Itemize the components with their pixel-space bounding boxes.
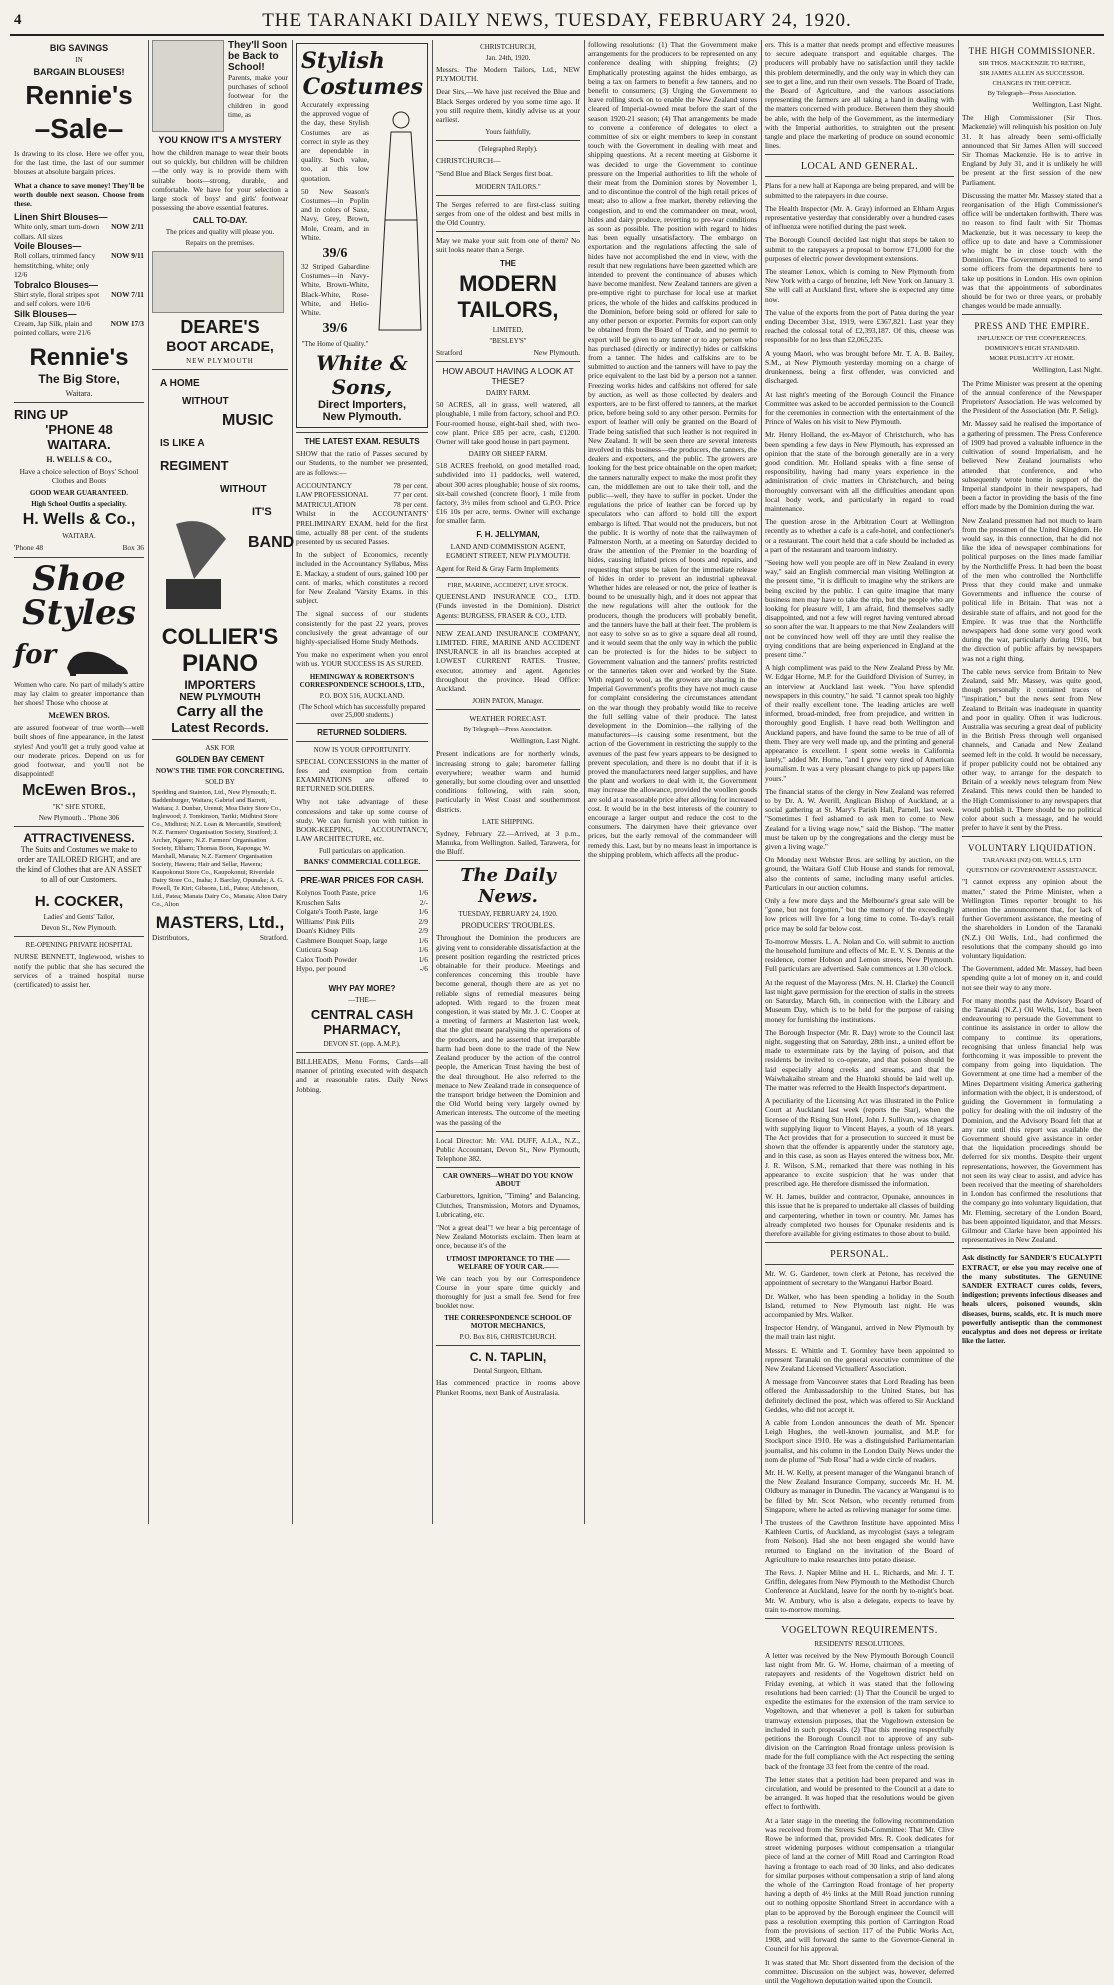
editorial-flag: The Daily News.	[460, 865, 556, 908]
tailors-yours: Yours faithfully,	[485, 128, 531, 137]
hc-sub2: SIR JAMES ALLEN AS SUCCESSOR.	[979, 70, 1085, 77]
local-item: The Health Inspector (Mr. A. Gray) informed an Eltham Argus representative yesterday that considerably over a hundred cases of influenza were notified during the past week.	[765, 203, 954, 232]
local-item: A high compliment was paid to the New Zealand Press by Mr. W. Edgar Horne, M.P. for the Guildford Division of Surrey, in an interview at Auckland last week. "You have splendid newspapers in this country," he said. "I cannot speak too highly of their really excellent tone. The leading articles are well informed, broad-minded, free from prejudice, and written in thoroughly good English. I have read both Wellington and Auckland papers, and have found the same to be true of all of them. They are very well made up, and the printing and general appearance is excellent. I spent some weeks in California lately," added Mr. Horne, "and I grew very tired of American journalism. It was a very pleasant change to pick up papers like yours."	[765, 663, 954, 783]
vogeltown-head: VOGELTOWN REQUIREMENTS.	[781, 1625, 938, 1637]
wells-phone-label: 'Phone 48	[14, 543, 44, 553]
rennies-save: What a chance to save money! They'll be worth double next season. Choose from these.	[14, 180, 144, 209]
local-item: The question arose in the Arbitration Court at Wellington recently as to whether a cafe is a cafe-hotel, and confectioner's or a restaurant. The court held that a cafe should be included as a part of the restaurant and tearoom industry.	[765, 517, 954, 554]
chemist-why: WHY PAY MORE?	[328, 983, 396, 993]
tailors-reply-sign: MODERN TAILORS."	[475, 182, 541, 191]
costumes-town: New Plymouth.	[322, 411, 402, 424]
farms-dairy2: DAIRY OR SHEEP FARM.	[468, 450, 548, 459]
local-item: Plans for a new hall at Kaponga are being prepared, and will be submitted to the ratepayers in due course.	[765, 181, 954, 200]
cement-product: GOLDEN BAY CEMENT	[175, 755, 265, 765]
tailors-may: May we make your suit from one of them? No suit looks neater than a Serge.	[436, 236, 580, 255]
collier-latest: Latest Records.	[171, 720, 269, 736]
hemingway-pct: 77 per cent.	[393, 490, 428, 500]
tailors-stratford: Stratford	[436, 347, 463, 357]
cocker-name: H. COCKER,	[34, 893, 124, 911]
chemist-item-name: Kruschen Salts	[296, 897, 341, 907]
costumes-stylish: Stylish	[301, 48, 385, 74]
mcewen-for: for	[14, 639, 57, 670]
hemingway-pct: 78 per cent.	[393, 480, 428, 490]
personal-item: The trustees of the Cawthron Institute have appointed Miss Kathleen Curtis, of Auckland, as mycologist (says a telegram from Nelson). Had she not been engaged she would have returned to England on the invitation of the Board of Agriculture to make researches into potato disease.	[765, 1518, 954, 1564]
pe-sub3: MORE PUBLICITY AT HOME.	[989, 355, 1075, 363]
local-item: The Borough Council decided last night that steps be taken to submit to the ratepayers a proposal to borrow £71,000 for the purposes of electric power development extensions.	[765, 235, 954, 263]
mcewen-shoe: Shoe	[32, 558, 126, 599]
pe-p5: New Zealand pressmen had not much to learn from the pressmen of the United Kingdom. He would say, in this connection, that he did not like the idea of newspaper combinations for political purposes on the lines made familiar by the Northcliffe Press. It had been the boast of the men who controlled the Northcliffe Press that they could make and unmake Governments and influence the course of political life in Britain. That was not a desirable state of affairs, and not good for the Empire. It was true that the Northcliffe newspapers had done some very good work during the war, particularly during 1916, but the direction of public affairs by newspapers was not a right thing.	[962, 515, 1102, 663]
vogeltown-item: A letter was received by the New Plymouth Borough Council last night from Mr. G. W. Horne, chairman of a meeting of ratepayers and residents of the Vogeltown district held on Friday evening, at which it was stated that the following resolutions had been carried: (1) That the Council be urged to expedite the estimates for the extension of the tram service to Vogeltown, and that whenever a poll is taken for suburban tramway extension purposes, that the Vogeltown extension be included in such proposals. (2) That this meeting respectfully petitions the Borough Council not to approve of any sub-division on the Carrington Road frontage unless provision is made for the full compliance with the Act respecting the setting back of the frontage 33 feet from the centre of the road.	[765, 1651, 954, 1771]
hospital-copy: NURSE BENNETT, Inglewood, wishes to notify the public that she has secured the services of a trained hospital nurse (certificated) to assist her.	[14, 952, 144, 990]
personal-item: Messrs. E. Whittle and T. Gormley have been appointed to represent Taranaki on the general executive committee of the New Zealand Licensed Victuallers' Association.	[765, 1345, 954, 1373]
mcewen-firm: McEWEN BROS.	[48, 711, 110, 721]
wells-ad	[14, 407, 144, 553]
vl-head: VOLUNTARY LIQUIDATION.	[968, 843, 1096, 854]
rennies-kicker-blouses: BARGAIN BLOUSES!	[33, 67, 125, 77]
personal-item: Mr. H. W. Kelly, at present manager of the Wanganui branch of the New Zealand Insurance Company, succeeds Mr. H. M. Oldbury as manager in Dunedin. The vacancy at Wanganui is to be filled by Mr. Scot Nelson, who recently returned from Singapore, where he acted as relieving manager for some time.	[765, 1468, 954, 1514]
wells-name: H. Wells & Co.,	[22, 511, 136, 529]
hemingway-ad	[296, 437, 428, 866]
music-line: BAND	[248, 534, 295, 552]
local-item: "Seeing how well you people are off in New Zealand in every way," said an English commercial man visiting Wellington at the present time, "it is difficult to imagine why the strikers are being excited by the public. I can quite imagine that many business men may have to take the trip, but the people who are looking for pleasure will, I am afraid, find themselves sadly disappointed, and not a few will regret having ventured abroad so soon after the war. It appears to me that New Zealanders will not be convinced how well off they are until they realise the trying conditions that are being experienced in England at the present time."	[765, 557, 954, 659]
local-item: To-morrow Messrs. L. A. Nolan and Co. will submit to auction the household furniture and effects of Mr. E. V. S. Dennis at the residence, corner Hobson and Lemon streets, New Plymouth. Full particulars are advertised. Sale commences at 1.30 o'clock.	[765, 936, 954, 974]
chemist-item-name: Colgate's Tooth Paste, large	[296, 907, 378, 917]
rennies-item-price: NOW 2/11	[111, 222, 144, 232]
rennies-item-name: Voile Blouses—	[14, 241, 82, 252]
motor-copy2: "Not a great deal"! we hear a big percentage of New Zealand Motorists exclaim. Then learn at once, because it's of the	[436, 1222, 580, 1251]
mcewen-copy2: are assured footwear of true worth—well built shoes of fine appearance, in the latest styles! And you'll get a truly good value at our moderate prices. Depend on us for good footwear, and you'll not be disappointed!	[14, 723, 144, 779]
insurance-head: FIRE, MARINE, ACCIDENT, LIVE STOCK.	[447, 582, 569, 590]
music-line: REGIMENT	[160, 458, 229, 474]
weather-ship: LATE SHIPPING.	[481, 817, 535, 826]
taplin-name: C. N. TAPLIN,	[469, 1350, 547, 1365]
deare-copy2: how the children manage to wear their boots out so quickly, but children will be children—the only way is to provide them with suitable boots—strong, durable, and comfortable. We have for your selection a large stock of boys' and girls' footwear possessing the above essential features.	[152, 148, 288, 213]
rennies-item	[14, 241, 144, 280]
chemist-item-name: Kolynos Tooth Paste, price	[296, 888, 376, 898]
hemingway-firm: HEMINGWAY & ROBERTSON'S CORRESPONDENCE SCHOOLS, LTD.,	[299, 672, 425, 689]
hemingway-copy3: In the subject of Economics, recently included in the Accountancy Syllabus, Miss E. Mackay, a student of ours, gained 100 per cent. of marks, which constitutes a record for New Zealand 'Varsity Exams. in this subject.	[296, 550, 428, 606]
billheads-ad: BILLHEADS, Menu Forms, Cards—all manner of printing executed with despatch and at reasonable rates. Daily News Jobbing.	[296, 1056, 428, 1094]
rennies-kicker-in: IN	[75, 56, 83, 64]
vl-p7: "I cannot express any opinion about the matter," stated the Prime Minister, when a Wellington Times reporter brought to his attention the announcement that, for lack of further Government assistance, the meeting of the shareholders in London of the Taranaki (N.Z.) Oil Wells, Ltd., had confirmed the resolutions that the company should go into voluntary liquidation.	[962, 877, 1102, 961]
weather-copy: Present indications are for northerly winds, increasing strong to gale; barometer falling everywhere; weather warm and humid generally, but some clouding over and unsettled conditions following, with rain soon, particularly in West Coast and southernmost districts.	[436, 749, 580, 814]
deare-name: DEARE'S	[180, 317, 260, 338]
chemist-the: —THE—	[348, 995, 376, 1004]
costumes-home: "The Home of Quality."	[301, 340, 369, 349]
rennies-item-desc: Shirt style, floral stripes spot and self colors. were 10/6	[14, 289, 100, 309]
costumes-copy2: 50 New Season's Costumes—in Poplin and in colors of Saxe, Navy, Grey, Brown, Mole, Cream, and in White.	[301, 186, 369, 242]
column-rule	[584, 40, 585, 1524]
cement-ask: ASK FOR	[205, 744, 235, 753]
gramophone-icon	[156, 514, 236, 614]
column-6	[765, 40, 954, 1985]
motor-head: CAR OWNERS—WHAT DO YOU KNOW ABOUT	[442, 1172, 574, 1189]
tailors-reply-head: (Telegraphed Reply).	[478, 145, 538, 154]
chemist-name: CENTRAL CASH PHARMACY,	[310, 1006, 414, 1037]
chemist-item-name: Williams' Pink Pills	[296, 916, 355, 926]
hemingway-why: Why not take advantage of these concessions and take up some course of study. We can furnish you with tuition in BOOK-KEEPING, ACCOUNTANCY, LAW ARCHITECTURE, etc.	[296, 797, 428, 844]
insurance-ad	[436, 582, 580, 705]
hemingway-copy5: You make no experiment when you enrol with us. YOUR SUCCESS IS AS SURED.	[296, 650, 428, 669]
hemingway-subject: ACCOUNTANCY	[296, 480, 353, 490]
local-item: The steamer Lenox, which is coming to New Plymouth from New York with a cargo of benzine, left New York on January 3. She will call at Auckland first, where she is expected any time now.	[765, 267, 954, 304]
personal-item: Inspector Hendry, of Wanganui, arrived in New Plymouth by the mail train last night.	[765, 1323, 954, 1342]
column-4	[436, 40, 580, 1524]
editorial	[436, 865, 580, 1126]
farms-agent: F. H. JELLYMAN,	[476, 529, 540, 539]
costumes-ad	[296, 43, 428, 428]
rennies-item	[14, 309, 144, 338]
wells-firm: H. WELLS & CO.,	[46, 454, 112, 464]
costumes-copy3: 32 Striped Gabardine Costumes—in Navy-White, Brown-White, Black-White, Rose-White, and Helio-White.	[301, 262, 369, 318]
vl-p8: The Government, added Mr. Massey, had been spending quite a lot of money on it, and could not see their way to any more.	[962, 964, 1102, 992]
modern-tailors-ad	[436, 43, 580, 357]
costumes-price1: 39/6	[322, 246, 348, 262]
local-item: A young Maori, who was brought before Mr. T. A. B. Bailey, S.M., at New Plymouth yesterday morning on a charge of drunkenness, being a first offender, was convicted and discharged.	[765, 348, 954, 386]
column-rule	[761, 40, 762, 1524]
column-rule	[958, 40, 959, 1524]
col7-item: The Borough Inspector (Mr. R. Day) wrote to the Council last night, suggesting that on Saturday, 28th inst., a united effort be made to exterminate rats by the laying of poison, and that residents be invited to co-operate, and that poison should be laid especially along creeks and streams, and that the Waiwhakaiho stream and the Huatoki should be laid well up. The matter was referred to the Health Inspector's department.	[765, 1027, 954, 1092]
rennies-intro: Is drawing to its close. Here we offer you, for the last time, the last of our summer blouses at absolute bargain prices.	[14, 149, 144, 177]
lady-figure-icon	[373, 100, 423, 340]
sanders-ad: Ask distinctly for SANDER'S EUCALYPTI EXTRACT, or else you may receive one of the many substitutes. The GENUINE SANDER EXTRACT cures colds, fevers, indigestion; prevents infectious diseases and heals ulcers, poisoned wounds, skin diseases, burns, scalds, etc. It is much more powerfully antiseptic than the commonest eucalyptus and does not depress or irritate like the latter.	[962, 1253, 1102, 1346]
masthead	[10, 8, 1104, 36]
cocker-copy: The Suits and Costumes we make to order are TAILORED RIGHT, and are the kind of Clothes that are AN ASSET to all of our Customers.	[16, 845, 142, 885]
hc-p2: Discussing the matter Mr. Massey stated that a reorganisation of the High Commissioner's office will be undertaken forthwith. There was no reason to find fault with Sir Thomas Mackenzie, but it was necessary to keep the office up to date and have a Commissioner who might be in close touch with the Dominion. The Government expected to send some officers from the departments here to take up positions in London. His own opinion was that the appointments of subordinates should be for two or three years, or probably changes would be made annually.	[962, 190, 1102, 311]
tailors-to: Messrs. The Modern Tailors, Ltd., NEW PLYMOUTH.	[436, 65, 580, 84]
pe-sub1: INFLUENCE OF THE CONFERENCES.	[977, 335, 1087, 343]
rennies-name: Rennie's	[25, 80, 133, 110]
hemingway-addr: P.O. BOX 516, AUCKLAND.	[319, 691, 405, 700]
wells-guarantee: GOOD WEAR GUARANTEED.	[29, 489, 129, 498]
weather-ship-copy: Sydney, February 22.—Arrived, at 3 p.m., Manuka, from Wellington. Sailed, Tarawera, for the Bluff.	[436, 828, 580, 857]
deare-slogan: They'll Soon be Back to School!	[228, 40, 288, 73]
wells-box: Box 36	[122, 543, 144, 553]
motor-copy1: Carburettors, Ignition, "Timing" and Balancing, Clutches, Transmission, Motors and Dynamos, Lubricating, etc.	[436, 1191, 580, 1219]
music-line: WITHOUT	[182, 396, 229, 408]
taplin-ad	[436, 1350, 580, 1396]
editorial-p3: ers. This is a matter that needs prompt and effective measures to secure adequate transport and equitable charges. The producers will probably have no satisfaction until they tackle this problem determinedly, and the only way in which they can see to get a line, and run their own vessels. The Board of Trade, the Board of Agriculture, and the various associations representing the farmers are all taking a hand in dealing with the matters concerned with produce. Between them they should be able, with the help of the Government, as the intermediary with the Imperial authorities, to straighten out the present tangle and place the marketing of produce on sound economic lines.	[765, 40, 954, 151]
deare-call: CALL TO-DAY.	[192, 216, 248, 226]
motor-utmost: UTMOST IMPORTANCE TO THE —— WELFARE OF YOUR CAR.——	[446, 1254, 570, 1271]
column-3	[296, 40, 428, 1524]
chemist-head: PRE-WAR PRICES FOR CASH.	[300, 875, 424, 886]
personal-item: A cable from London announces the death of Mr. Spencer Leigh Hughes, the well-known journalist, and M.P. for Stockport since 1910. He was a distinguished Parliamentarian journalist, and his column in the London Daily News under the nom de plume of "Sub Rosa" had a wide circle of readers.	[765, 1418, 954, 1464]
farms-agent-line: Agent for Reid & Gray Farm Implements	[436, 563, 559, 573]
personal-item: Dr. Walker, who has been spending a holiday in the South Island, returned to New Plymouth last night. He was accompanied by Mrs. Walker.	[765, 1291, 954, 1319]
local-item: On Monday next Webster Bros. are selling by auction, on the ground, the Waitara Golf Club House and stands for removal, also the contents of same, including many useful articles. Particulars in our auction columns.	[765, 855, 954, 892]
column-1	[14, 40, 144, 1524]
chemist-addr: DEVON ST. (opp. A.M.P.).	[323, 1039, 401, 1048]
page-number: 4	[14, 12, 22, 28]
cement-firm: MASTERS, Ltd.,	[155, 913, 285, 933]
chemist-item-name: Cuticura Soap	[296, 945, 339, 955]
collier-importers: IMPORTERS	[184, 678, 256, 693]
weather-head: WEATHER FORECAST.	[469, 714, 547, 724]
personal-item: The Revs. J. Napier Milne and H. L. Richards, and Mr. J. T. Griffin, delegates from New Plymouth to the Methodist Church Conference at Auckland, leave for the north by to-night's boat. Mr. W. Ambury, who is also a delegate, expects to leave by train to-morrow morning.	[765, 1568, 954, 1614]
costumes-firm2: Direct Importers,	[317, 399, 407, 412]
motor-firm: THE CORRESPONDENCE SCHOOL OF MOTOR MECHANICS,	[444, 1314, 572, 1331]
pe-sub2: DOMINION'S HIGH STANDARD.	[984, 345, 1080, 353]
local-general-column	[765, 181, 954, 973]
pe-p3: The Prime Minister was present at the opening of the annual conference of the Newspaper Proprietors' Association. He was welcomed by the President of the Association (Mr. P. Selig).	[962, 378, 1102, 416]
col7-item: A peculiarity of the Licensing Act was illustrated in the Police Court at Auckland last week (reports the Star), when the licensee of the Rising Sun Hotel, John J. Sullivan, was charged with supplying liquor to Vincent Hayes, a youth of 18 years. The Act provides that for a prosecution to succeed it must be shown that the offender is apparently under the statutory age, and in this case, as soon as Hayes entered the witness box, Mr. J. R. Wilson, S.M., remarked that there was nothing in his appearance to excite suspicion that he was under that prescribed age. He therefore dismissed the information.	[765, 1096, 954, 1188]
tailors-besley: "BESLEY'S"	[489, 336, 527, 345]
weather-report	[436, 714, 580, 856]
collier-piano: PIANO	[181, 650, 258, 678]
personal-head: PERSONAL.	[830, 1249, 889, 1261]
pe-loc: Wellington, Last Night.	[1032, 365, 1102, 375]
chemist-item-name: Cashmere Bouquet Soap, large	[296, 935, 388, 945]
insurance-copy2: NEW ZEALAND INSURANCE COMPANY, LIMITED. FIRE, MARINE AND ACCIDENT INSURANCE in all its branches accepted at LOWEST CURRENT RATES. Trustee, executor, attorney and agent. Agencies throughout the province. Head Office: Auckland.	[436, 628, 580, 694]
taplin-copy: Has commenced practice in rooms above Plunket Rooms, next Bank of Australasia.	[436, 1378, 580, 1397]
cement-agents: Spedding and Stainton, Ltd., New Plymouth; E. Baddenburger, Waitara; Gabriel and Barrett, Waitara; J. Dunbar, Urenui; Moa Dairy Store Co., Inglewood; J. Tomkinson, Tariki; Midhirst Store Co., Midhirst; N.Z. Loan & Mercantile, Stratford; N.Z. Farmers' Organisation Society, Stratford; J. Archer, Ngaere; N.Z. Farmers' Organisation Society, Eltham; Thomas Boon, Kaponga; W. Marshall, Manaia; N.Z. Farmers' Organisation Society, Hawera; Hair and Sellar, Hawera; Kaupokonui Store Co., Kaupokonui; Riverdale Dairy Store Co., Inaha; J. Barclay, Opunake; A. G. Powell, Te Kiri; Gibsons, Ltd., Patea; Aitcheson, Ltd., Patea; Manaia Dairy Co., Manaia; Alton Dairy Co., Alton	[152, 789, 288, 909]
taplin-sub: Dental Surgeon, Eltham.	[473, 1367, 543, 1376]
farms-agent-sub: LAND AND COMMISSION AGENT, EGMONT STREET, NEW PLYMOUTH.	[445, 541, 571, 560]
cement-sold: SOLD BY	[205, 778, 235, 787]
local-item: The value of the exports from the port of Patea during the year ending December 31st, 1919, were £367,821. Last year they reached the colossal total of £2,393,187. Of this, cheese was responsible for no less than £2,065,235.	[765, 307, 954, 345]
wells-outfits: High School Outfits a speciality.	[31, 500, 127, 509]
insurance-copy1: QUEENSLAND INSURANCE CO., LTD. (Funds invested in the Dominion). District Agents: BURGESS, FRASER & CO., LTD.	[436, 592, 580, 620]
cocker-ad	[14, 831, 144, 932]
pe-p4: Mr. Massey said he realised the importance of a gathering of pressmen. The Press Conference of 1909 had proved a valuable influence in the cultivation of sound Imperialism, and he believed New Zealand journalists who attended that conference, and who subsequently wrote home in support of the Imperial standpoint in their newspapers, had been a factor in providing the basis of the fine effort made by the Dominion during the war.	[962, 419, 1102, 512]
farms-copy2: 518 ACRES freehold, on good metalled road, subdivided into 11 paddocks, well watered, about 300 acres ploughable; house of six rooms, six-bail cowshed (concrete floor), 1 mile from factory, 3½ miles from school and G.P.O. Price £16 10s per acre, terms. Owner will exchange for smaller farm.	[436, 461, 580, 526]
column-5	[588, 40, 757, 1524]
cement-ad	[152, 744, 288, 943]
vl-sub2: QUESTION OF GOVERNMENT ASSISTANCE.	[966, 867, 1098, 875]
costumes-firm: White & Sons,	[316, 351, 408, 400]
deare-town: NEW PLYMOUTH	[186, 357, 254, 366]
hemingway-full: Full particulars on application.	[319, 847, 405, 856]
rennies-item-price: NOW 7/11	[111, 289, 144, 299]
costumes-price2: 39/6	[322, 321, 348, 337]
mcewen-addr: New Plymouth .. 'Phone 306	[38, 814, 120, 823]
hemingway-note: (The School which has successfully prepared over 25,000 students.)	[298, 702, 426, 719]
cocker-sub: Ladies' and Gents' Tailor,	[43, 913, 115, 922]
rennies-store-sub: The Big Store,	[38, 371, 120, 386]
mcewen-ad	[14, 558, 144, 823]
editorial-head: PRODUCERS' TROUBLES.	[461, 921, 555, 931]
deare-name2: BOOT ARCADE,	[166, 338, 274, 355]
hemingway-returned-soldiers: RETURNED SOLDIERS.	[317, 727, 407, 737]
wells-copy: Have a choice selection of Boys' School Clothes and Boots	[19, 466, 139, 485]
newspaper-title: THE TARANAKI DAILY NEWS, TUESDAY, FEBRUARY 24, 1920.	[262, 10, 852, 31]
wells-ring: RING UP	[14, 406, 69, 422]
rennies-town: Waitara.	[65, 388, 93, 398]
hemingway-subject: MATRICULATION	[296, 499, 356, 509]
editorial-p1: Throughout the Dominion the producers are giving vent to considerable dissatisfaction at the present position regarding the restricted prices obtainable for their produce. Meetings and conferences concerning this trouble have become general, though there are as yet no reliable signs of remedial measures being adopted. With regard to the frozen meat congestion, it was stated by Mr. J. C. Cooper at a meeting of farmers at Masterton last week, that the glut meant paralysing the operations of the producers, and he asserted that irreparable harm had been done to the trade of the New Zealand producer by the action of the control people, the American Trust having the best of the deal throughout. He also referred to the menace to New Zealand trade in consequence of the transport bridge between the Dominion and the Old World being very largely owned by American interests. The outcome of the meeting was the passing of the	[436, 933, 580, 1127]
vogeltown-sub: RESIDENTS' RESOLUTIONS.	[814, 1640, 905, 1649]
column-rule	[432, 40, 433, 1524]
tailors-limited: LIMITED,	[492, 325, 524, 334]
hemingway-copy1: SHOW that the ratio of Passes secured by our Students, to the number we presented, are as follows:—	[296, 449, 428, 477]
music-line: A HOME	[160, 378, 200, 390]
weather-by: By Telegraph—Press Association.	[463, 726, 553, 734]
farms-head: HOW ABOUT HAVING A LOOK AT THESE?	[442, 366, 574, 387]
hemingway-subject: LAW PROFESSIONAL	[296, 490, 369, 500]
cement-tagline: NOW'S THE TIME FOR CONCRETING.	[155, 767, 285, 776]
deare-mystery: YOU KNOW IT'S A MYSTERY	[158, 135, 282, 145]
vogeltown-item: At a later stage in the meeting the following recommendation was received from the Streets Sub-Committee: That Mr. Clive Rowe be informed that, provided Mrs. R. Cook dedicates for street widening purposes without compensation a triangular piece of land at the corner of Mill Road and Carrington Road having a frontage to each road of 30 links, and also dedicates for similar purposes without compensation a strip of land along the whole of the Carrington Road frontage of her property having a depth of 4½ links at the Mill Road junction running out to nothing opposite Shortland Street in accordance with a plan to be approved by the Borough engineer the Council will pass a resolution exempting this portion of Carrington Road from the provisions of section 117 of the Public Works Act, 1908, and will forward the same to the Governor-General in Council for his approval.	[765, 1815, 954, 1954]
costumes-costumes: Costumes	[302, 74, 423, 100]
tailors-city: CHRISTCHURCH,	[480, 43, 536, 51]
rennies-store-name: Rennie's	[29, 343, 129, 371]
rennies-kicker: BIG SAVINGS	[49, 43, 109, 53]
rennies-item-name: Tobralco Blouses—	[14, 279, 98, 290]
chemist-item-name: Calox Tooth Powder	[296, 954, 357, 964]
rennies-sale-word: –Sale–	[34, 113, 124, 144]
collier-town: NEW PLYMOUTH	[179, 692, 261, 704]
hospital-ad	[14, 941, 144, 989]
wells-phone: 'PHONE 48	[45, 421, 113, 437]
chemist-item-price: -/6	[419, 964, 428, 974]
vogeltown-item: The letter states that a petition had been prepared and was in circulation, and would be presented to the Council at a date to be arranged. It was hoped that the resolutions would be given effect to forthwith.	[765, 1774, 954, 1812]
chemist-item-price: 2/-	[419, 897, 428, 907]
hemingway-copy2: Whilst in the ACCOUNTANTS' PRELIMINARY EXAM. held for the first time, actually 88 per cent. of the students presented by us secured Passes.	[296, 509, 428, 546]
motor-addr: P.O. Box 816, CHRISTCHURCH.	[459, 1333, 557, 1342]
local-item: Mr. Henry Holland, the ex-Mayor of Christchurch, who has been spending a few days in New Plymouth, has expressed an opinion that the state of the borough generally are in a very good condition. Mr. Holland speaks with a fine sense of responsibility, having had many years experience in the administration of civic matters in Christchurch, and being thoroughly conversant with all the difficulties attendant upon local body work, and particularly in regard to road maintenance.	[765, 430, 954, 513]
collier-carry: Carry all the	[176, 703, 264, 721]
schoolboy-illustration-icon	[152, 40, 224, 132]
chemist-item-price: 1/6	[418, 945, 428, 955]
mcewen-sign: "K" SH'E STORE,	[52, 803, 106, 812]
music-line: MUSIC	[222, 412, 274, 430]
local-item: At last night's meeting of the Borough Council the Finance Committee was asked to be accorded permission to the Council for the ceremonies in connection with the entertainment of the Prince of Wales on his visit to New Plymouth.	[765, 389, 954, 427]
tailors-tailors: TAILORS,	[457, 296, 559, 322]
editorial-p2: following resolutions: (1) That the Government make arrangements for the producers to be represented on any conference dealing with shipping freights; (2) Emphatically protesting against the hides embargo, as being a tax on farmers to benefit a few tanners, and no benefit to consumers; (3) Urging the Government to leave rolling stock on to enable the New Zealand stores cleared of Imperial-owned meat before the start of the season 1920-21 season; (4) That arrangements be made to convene a conference of delegates to elect a committee of six or eight members to keep in constant touch with the Government in dealing with meat and shipping questions. At a recent meeting at Gisborne it was decided to urge the Government to continue pressure on the Imperial authorities to lift the whole of their meat from the Dominion stores by November 1, and to discontinue the control of the high retail prices of meat; also to allow a free market, thereby relieving the congestion, and to end the commandeer on meat, wool, hides and dairy produce, reverting to pre-war conditions as soon as possible. The position with regard to hides has been equally unsatisfactory. The embargo on exportation and the regulations affecting the sale of hides have not accomplished the end in view, with the result that new regulations have been gazetted which are intended to prevent the continuance of abuses which have become manifest. New Zealand tanners are given a pre-emptive right to purchase for local use at market prices, the whole of the hides and calfskins produced in the Dominion, before being sold or offered for sale to any other person or exporter. Permits for export can only be obtained from the Board of Trade, and no permit to export will be given to any tanner or to any person who has purchased (directly or indirectly) hides or calfskins from a tanner. The hides and calfskins are to be submitted to auction and the tanners will have to pay the price equivalent to the last bid by a person not a tanner. Freezing works hides and calfskins not offered for sale by auction, as well as those collected by dealers and exporters, are to be first offered to tanners, at the market price, before being sold to any other person. Permits for export of leather will only be granted on the Board of Trade being satisfied that such leather is not required in New Zealand. It will be seen there are several interests involved in this business—the producers, the tanners, the dealers and exporters, and the public. The growers are looking for the best price obtainable on the open market; the tanners naturally expect to make the most profit they can, the middlemen are out to take their toll, and the public—well, they have to suffer in pocket. Under the regulations the price of leather can be forced up by speculators who can afford to hold till the export embargo is lifted. That would not the producers, but not the public. It is worthy of note that the railwaymen of Palmerston North, at a meeting on Saturday decided to draw the attention of the Premier to the boarding of hides, causing inflated prices of boots and repairs, and requesting that steps be taken for the immediate release of hides in order to prevent an industrial upheaval. Whether hides are released or not, the price of leather is bound to be unusually high, and it does not appear that the new regulations will alter the outlook for the producers, though the producers will probably benefit, and the tanners have the ball at their feet. The problem is not easy to solve so as to give a square deal all round, and it would seem that the only way in which the public can be protected is for the hides to be subject to Government valuation and the tanners' profits restricted or the tanneries taken over and worked by the State. With regard to wool, as the growers are sharing in the Imperial Government's profits they have not much cause for complaint considering the circumstances attendant on the war though they probably would like to receive the full selling value of their produce. The latest development in the Dominion—the rallying of the manufacturers—is causing some resentment, but the action of the Government in restricting the supply to the avenues of the past few years appears to be designed to prevent speculation, and there is no doubt that if it is proved the manufacturers need larger supplies, and have the plant and workers to deal with it, the Government may increase the allowance, provided the woollen goods are sold at a reasonable price after allowing for increased cost. It would be in the best interests of the country to encourage a larger output and reduce the cost to the consumers. The dairymen have their grievance over prices, but the early removal of the commandeer will remedy this. Last, but by no means least in importance is the shipping problem, which affects all the produc-	[588, 40, 757, 859]
cement-town: Stratford.	[259, 933, 288, 943]
rennies-item-desc: White only, smart turn-down collars. All sizes	[14, 222, 100, 241]
tailors-reply-city: CHRISTCHURCH—	[436, 156, 501, 166]
hemingway-head: THE LATEST EXAM. RESULTS	[304, 437, 420, 447]
hemingway-opportunity: NOW IS YOUR OPPORTUNITY.	[313, 745, 411, 754]
hc-sub1: SIR THOS. MACKENZIE TO RETIRE,	[978, 60, 1086, 67]
mcewen-copy: Women who care. No part of milady's attire may lay claim to greater importance than her shoes! Those who choose at	[14, 679, 144, 708]
tailors-np: New Plymouth.	[533, 347, 580, 357]
collier-ad	[152, 624, 288, 735]
shoe-illustration-icon	[62, 630, 132, 680]
pe-head: PRESS AND THE EMPIRE.	[974, 321, 1090, 332]
chemist-item-name: Doan's Kidney Pills	[296, 926, 355, 936]
chemist-ad	[296, 875, 428, 1048]
farms-ad	[436, 366, 580, 573]
tailors-modern: MODERN	[459, 270, 557, 296]
collier-name: COLLIER'S	[161, 624, 279, 650]
deare-ad	[152, 40, 288, 365]
cocker-head: ATTRACTIVENESS.	[23, 831, 135, 846]
chemist-item-price: 1/6	[418, 888, 428, 898]
rennies-item-price: NOW 17/3	[110, 318, 144, 328]
rennies-item-name: Silk Blouses—	[14, 308, 77, 319]
column-rule	[148, 40, 149, 1524]
rennies-item	[14, 280, 144, 309]
hemingway-pct: 78 per cent.	[393, 499, 428, 509]
tailors-reply: "Send Blue and Black Serges first boat.	[436, 169, 553, 179]
deare-copy1: Parents, make your purchases of school footwear for the children in good time, as	[228, 73, 288, 119]
music-line: WITHOUT	[220, 484, 267, 496]
hemingway-concessions: SPECIAL CONCESSIONS in the matter of fees and exemption from certain EXAMINATIONS are offered to RETURNED SOLDIERS.	[296, 756, 428, 794]
chemist-item-name: Hypo, per pound	[296, 964, 346, 974]
hemingway-banks: BANKS' COMMERCIAL COLLEGE.	[303, 858, 421, 867]
mcewen-name: McEwen Bros.,	[22, 782, 136, 800]
duff-copy: Local Director: Mr. VAL DUFF, A.I.A., N.Z., Public Accountant, Devon St., New Plymouth, Telephone 382.	[436, 1135, 580, 1164]
hemingway-copy4: The signal success of our students consistently for the past 22 years, proves conclusively the great advantage of our highly-specialised Home Study Methods.	[296, 609, 428, 647]
local-item: The financial status of the clergy in New Zealand was referred to by Dr. A. W. Averill, Anglican Bishop of Auckland, at a social gathering at St. Mary's Parish Hall, Parnell, last week. "Sometimes I feel ashamed to ask men to come to New Zealand for a living wage now," said the Bishop. "The matter must be taken up by the congregations and the clergy must be given a living wage."	[765, 786, 954, 852]
personal-item: Mr. W. G. Gardener, town clerk at Petone, has received the appointment of secretary to the Wanganui Harbor Board.	[765, 1269, 954, 1288]
local-general-head: LOCAL AND GENERAL.	[800, 161, 919, 173]
rennies-item-price: NOW 9/11	[111, 251, 144, 261]
costumes-copy1: Accurately expressing the approved vogue of the day, these Stylish Costumes are as correct in style as they are dependable in quality. Such value, too, at this low quotation.	[301, 100, 369, 183]
rennies-item	[14, 212, 144, 241]
farms-dairy: DAIRY FARM.	[485, 389, 531, 398]
tailors-letter: Dear Sirs,—We have just received the Blue and Black Serges ordered by you some time ago. If you still require them, kindly advise us at your earliest.	[436, 87, 580, 125]
chemist-item-price: 1/6	[418, 935, 428, 945]
cement-distrib: Distributors,	[152, 933, 190, 943]
column-rule	[292, 40, 293, 1524]
rennies-item-desc: Cream, Jap Silk, plain and pointed collars, were 21/6	[14, 318, 92, 338]
deare-repairs: Repairs on the premises.	[185, 239, 255, 248]
chemist-item-price: 2/9	[418, 926, 428, 936]
old-couple-illustration-icon	[152, 251, 284, 313]
hc-p1: The High Commissioner (Sir Thos. Mackenzie) will relinquish his position on July 31. It has already been semi-officially announced that Sir James Allen will succeed Sir Thomas Mackenzie. He is to arrive in England by July 31, and it is unlikely he will be present at the first session of the new Parliament.	[962, 113, 1102, 187]
editorial-date: TUESDAY, FEBRUARY 24, 1920.	[458, 910, 558, 919]
col7-item: W. H. James, builder and contractor, Opunake, announces in this issue that he is prepared to undertake all classes of building and carpentering, whether in town or country. Mr. James has already completed two houses for Opunake residents and is therefore available for giving estimates to those about to build.	[765, 1192, 954, 1238]
tailors-the: THE	[500, 258, 516, 268]
chemist-item-price: 2/9	[418, 916, 428, 926]
music-ad	[152, 374, 295, 624]
vl-sub: TARANAKI (NZ) OIL WELLS, LTD	[982, 857, 1082, 865]
cocker-addr: Devon St., New Plymouth.	[41, 924, 117, 933]
motor-ad	[436, 1172, 580, 1341]
hc-by: By Telegraph—Press Association.	[987, 90, 1077, 97]
local-item: Only a few more days and the Melbourne's great sale will be "gone, but not forgotten," but the memory of the exceedingly low prices will live for a long time to come. To-day's retail price may be sold far below cost.	[765, 896, 954, 933]
wells-town: WAITARA.	[47, 436, 111, 452]
vogeltown-item: It was stated that Mr. Short dissented from the decision of the committee. Discussion on the subject was, however, deferred until the Vogeltown deputation waited upon the Council.	[765, 1957, 954, 1985]
hc-head: THE HIGH COMMISSIONER.	[968, 46, 1096, 56]
motor-copy3: We can teach you by our Correspondence Course in your spare time quickly and thoroughly for just a small fee. Send for free booklet now.	[436, 1273, 580, 1311]
column-8	[962, 40, 1102, 1524]
rennies-sale-ad	[14, 43, 144, 398]
mcewen-styles: Styles	[22, 592, 136, 633]
duff-ad	[436, 1136, 580, 1164]
tailors-date: Jan. 24th, 1920.	[485, 54, 531, 62]
column-2	[152, 40, 295, 1524]
wells-town2: WAITARA.	[62, 532, 96, 541]
pe-p6: The cable news service from Britain to New Zealand, said Mr. Massey, was quite good, though personally it contained traces of "inspiration," but the news sent from New Zealand to Britain was inadequate in quantity and poor in quality. Often it was ludicrous. Australia was securing a great deal of publicity in the British Press through well organised channels, and Canada and New Zealand seemed left in the cold. It would be necessary, if proper publicity could not be obtained any other way, to arrange for the despatch to Britain of a weekly news telegram from New Zealand. This news could then be handed to the High Commissioner to any newspapers that would publish it. There should be no political color about such a message, and he would prefer to have it sent by the Press.	[962, 666, 1102, 833]
tailors-serges: The Serges referred to are first-class suiting serges from one of the oldest and best mills in the Old Country.	[436, 199, 580, 228]
music-line: IT'S	[252, 506, 272, 519]
deare-prices: The prices and quality will please you.	[165, 228, 275, 237]
weather-loc: Wellington, Last Night.	[510, 736, 580, 746]
rennies-item-name: Linen Shirt Blouses—	[14, 212, 108, 223]
hc-sub3: CHANGES IN THE OFFICE.	[992, 80, 1072, 87]
personal-item: A message from Vancouver states that Lord Reading has been offered the Ambassadorship to the United States, but has definitely declined the post, which was offered to Sir Auckland Geddes, who did not accept it.	[765, 1377, 954, 1414]
insurance-sign: JOHN PATON, Manager.	[472, 697, 544, 706]
hc-loc: Wellington, Last Night.	[1032, 100, 1102, 109]
chemist-item-price: 1/6	[418, 954, 428, 964]
col7-item: At the request of the Mayoress (Mrs. N. H. Clarke) the Council last night gave permission for the erection of stalls in the streets on Saturday, March 6th, in connection with the Library and Museum Day, which is to be held for the purpose of raising money for furnishing the institutions.	[765, 977, 954, 1024]
farms-copy1: 50 ACRES, all in grass, well watered, all ploughable, 1 mile from factory, school and P.O. Four-roomed house, eight-bail shed, with two-cow plant. Price £85 per acre, cash, £1200. Owner will take good house in part payment.	[436, 400, 580, 446]
music-line: IS LIKE A	[160, 438, 205, 450]
hospital-head: RE-OPENING PRIVATE HOSPITAL	[25, 941, 133, 950]
vl-p9: For many months past the Advisory Board of the Taranaki (N.Z.) Oil Wells, Ltd., has been endeavouring to persuade the Government to continue its assistance in order to allow the company to continue its operations, recognising that unless financial help was forthcoming it was impossible to prevent the company from going into liquidation. The Government at one time had a member of the Mines Department visiting America gathering information with the object, it is understood, of guiding the Government in formulating a policy for dealing with the oil industry of the Dominion, and the Advisory Board felt that at any rate until this report was available the Government should give assistance in order that the liquidation proceedings should be deferred for six months. Despite their urgent representations, however, the Government has not seen its way clear to assist, and advice has been received that the meeting of shareholders in London has confirmed the resolutions that the company go into voluntary liquidation, that Mr. Fleming, secretary of the London Board, has been appointed liquidator, and that Messrs. Gilmour and Clarke have been appointed his representatives in New Zealand.	[962, 995, 1102, 1245]
rennies-item-desc: Roll collars, trimmed fancy hemstitching, white; only 12/6	[14, 251, 96, 280]
chemist-item-price: 1/6	[418, 907, 428, 917]
